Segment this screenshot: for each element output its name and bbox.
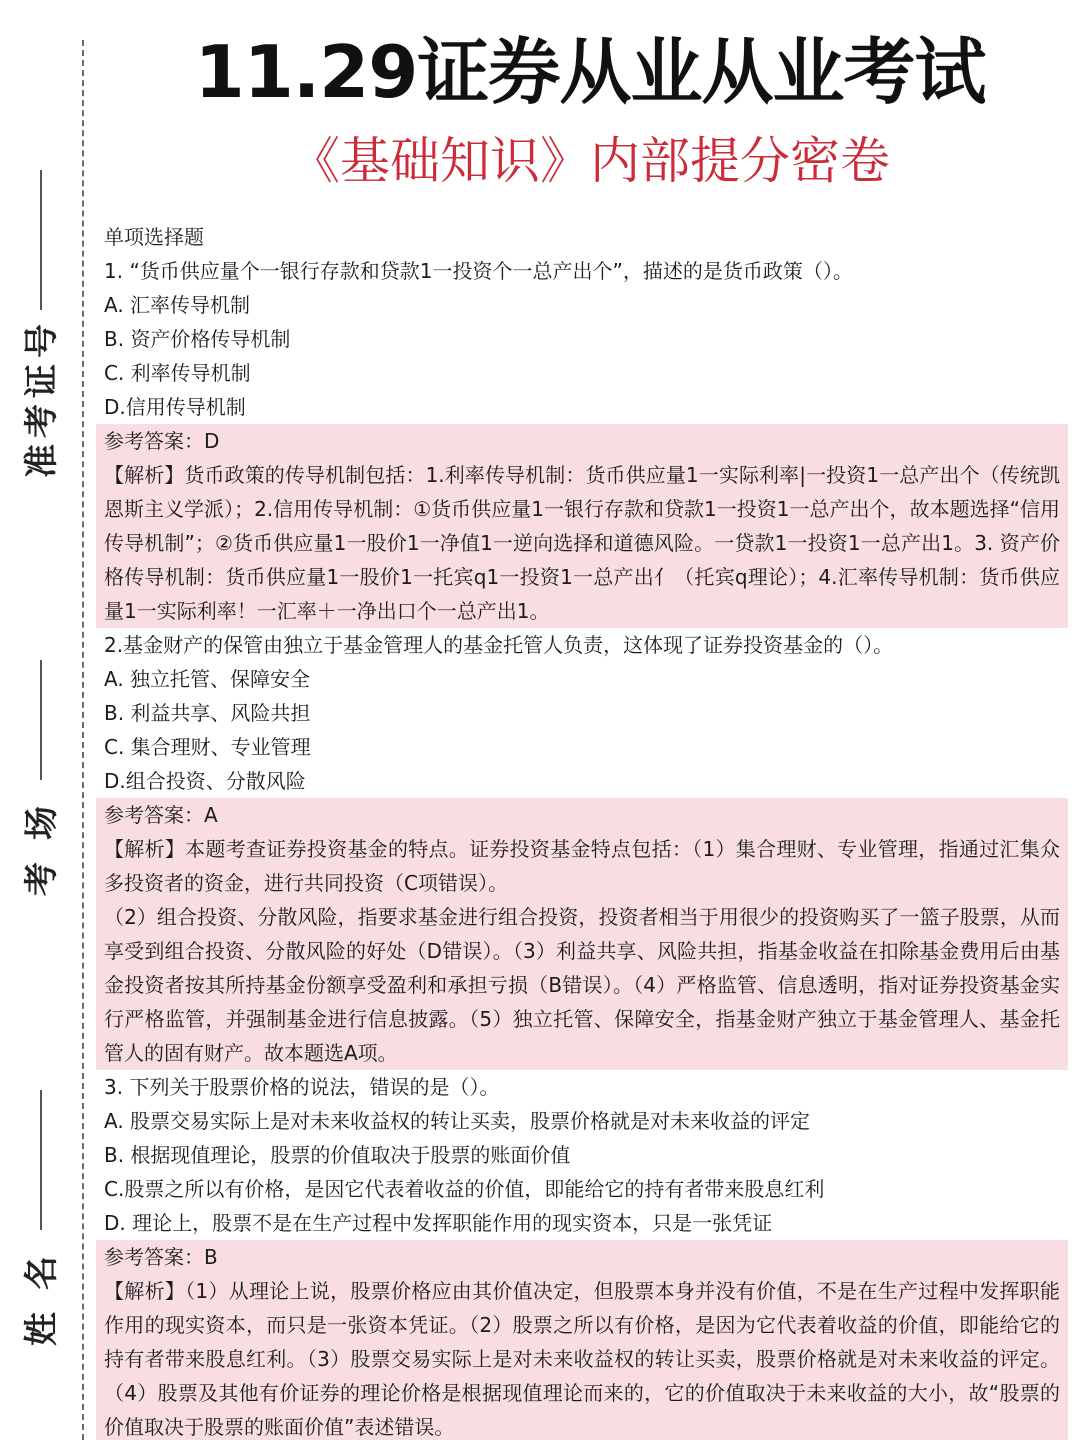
page-subtitle: 《基础知识》内部提分密卷 [290,132,890,190]
option-d: D.信用传导机制 [104,395,246,419]
exam-content [96,220,1068,1440]
explanation-text: （2）组合投资、分散风险，指要求基金进行组合投资，投资者相当于用很少的投资购买了一篮子股票，从而享受到组合投资、分散风险的好处（D错误）。（3）利益共享、风险共担，指基金收益在扣除基金费用后由基金投资者按其所持基金份额享受盈利和承担亏损（B错误）。（4）严格监管、信息透明，指对证券投资基金实行严格监管，并强制基金进行信息披露。（5）独立托管、保障安全，指基金财产独立于基金管理人、基金托管人的固有财产。故本题选A项。 [104,905,1060,1065]
exam-id-label-text: 准考证号 [22,318,62,478]
option-b: B. 利益共享、风险共担 [104,701,311,725]
option-a: A. 独立托管、保障安全 [104,667,311,691]
exam-id-label [22,318,62,478]
option-d: D.组合投资、分散风险 [104,769,306,793]
option-b: B. 资产价格传导机制 [104,327,291,351]
binding-dash-line [82,40,84,1440]
name-rule [40,1090,42,1230]
question-2 [96,628,1068,1070]
exam-id-rule [40,170,42,310]
option-d: D. 理论上，股票不是在生产过程中发挥职能作用的现实资本，只是一张凭证 [104,1211,773,1235]
answer-key: 参考答案：A [104,803,218,827]
option-b: B. 根据现值理论，股票的价值取决于股票的账面价值 [104,1143,571,1167]
question-3 [96,1070,1068,1440]
option-c: C. 集合理财、专业管理 [104,735,311,759]
option-a: A. 汇率传导机制 [104,293,251,317]
explanation-text: 【解析】货币政策的传导机制包括：1.利率传导机制：货币供应量1一实际利率|一投资1一总产出个（传统凯恩斯主义学派）；2.信用传导机制：①货币供应量1一银行存款和贷款1一投资1一总产出个，故本题选择“信用传导机制”；②货币供应量1一股价1一净值1一逆向选择和道德风险。一贷款1一投资1一总产出1。3. 资产价格传导机制：货币供应量1一股价1一托宾q1一投资1一总产出亻（托宾q理论）；4.汇率传导机制：货币供应量1一实际利率！一汇率＋一净出口个一总产出1。 [104,463,1060,623]
question-stem: 1. “货币供应量个一银行存款和贷款1一投资个一总产出个”，描述的是货币政策（）。 [104,259,853,283]
explanation-text: 【解析】（1）从理论上说，股票价格应由其价值决定，但股票本身并没有价值，不是在生产过程中发挥职能作用的现实资本，而只是一张资本凭证。（2）股票之所以有价格，是因为它代表着收益的价值，即能给它的持有者带来股息红利。（3）股票交易实际上是对未来收益权的转让买卖，股票价格就是对未来收益的评定。（4）股票及其他有价证券的理论价格是根据现值理论而来的，它的价值取决于未来收益的大小，故“股票的价值取决于股票的账面价值”表述错误。 [104,1279,1060,1439]
answer-block [96,798,1068,1070]
name-label-text: 姓名 [22,1234,62,1346]
option-a: A. 股票交易实际上是对未来收益权的转让买卖，股票价格就是对未来收益的评定 [104,1109,811,1133]
answer-block [96,1240,1068,1440]
question-stem: 3. 下列关于股票价格的说法，错误的是（）。 [104,1075,500,1099]
answer-key: 参考答案：B [104,1245,218,1269]
option-c: C. 利率传导机制 [104,361,251,385]
name-label [22,1234,62,1346]
binding-margin [0,0,90,1440]
venue-rule [40,660,42,780]
section-title: 单项选择题 [104,225,204,249]
question-stem: 2.基金财产的保管由独立于基金管理人的基金托管人负责，这体现了证券投资基金的（）。 [104,633,894,657]
explanation-text: 【解析】本题考查证券投资基金的特点。证券投资基金特点包括：（1）集合理财、专业管理，指通过汇集众多投资者的资金，进行共同投资（C项错误）。 [104,837,1060,895]
question-1 [96,254,1068,628]
page-title: 11.29证券从业从业考试 [194,30,986,114]
venue-label-text: 考场 [22,784,62,896]
venue-label [22,784,62,896]
answer-block [96,424,1068,628]
option-c: C.股票之所以有价格，是因它代表着收益的价值，即能给它的持有者带来股息红利 [104,1177,825,1201]
answer-key: 参考答案：D [104,429,220,453]
